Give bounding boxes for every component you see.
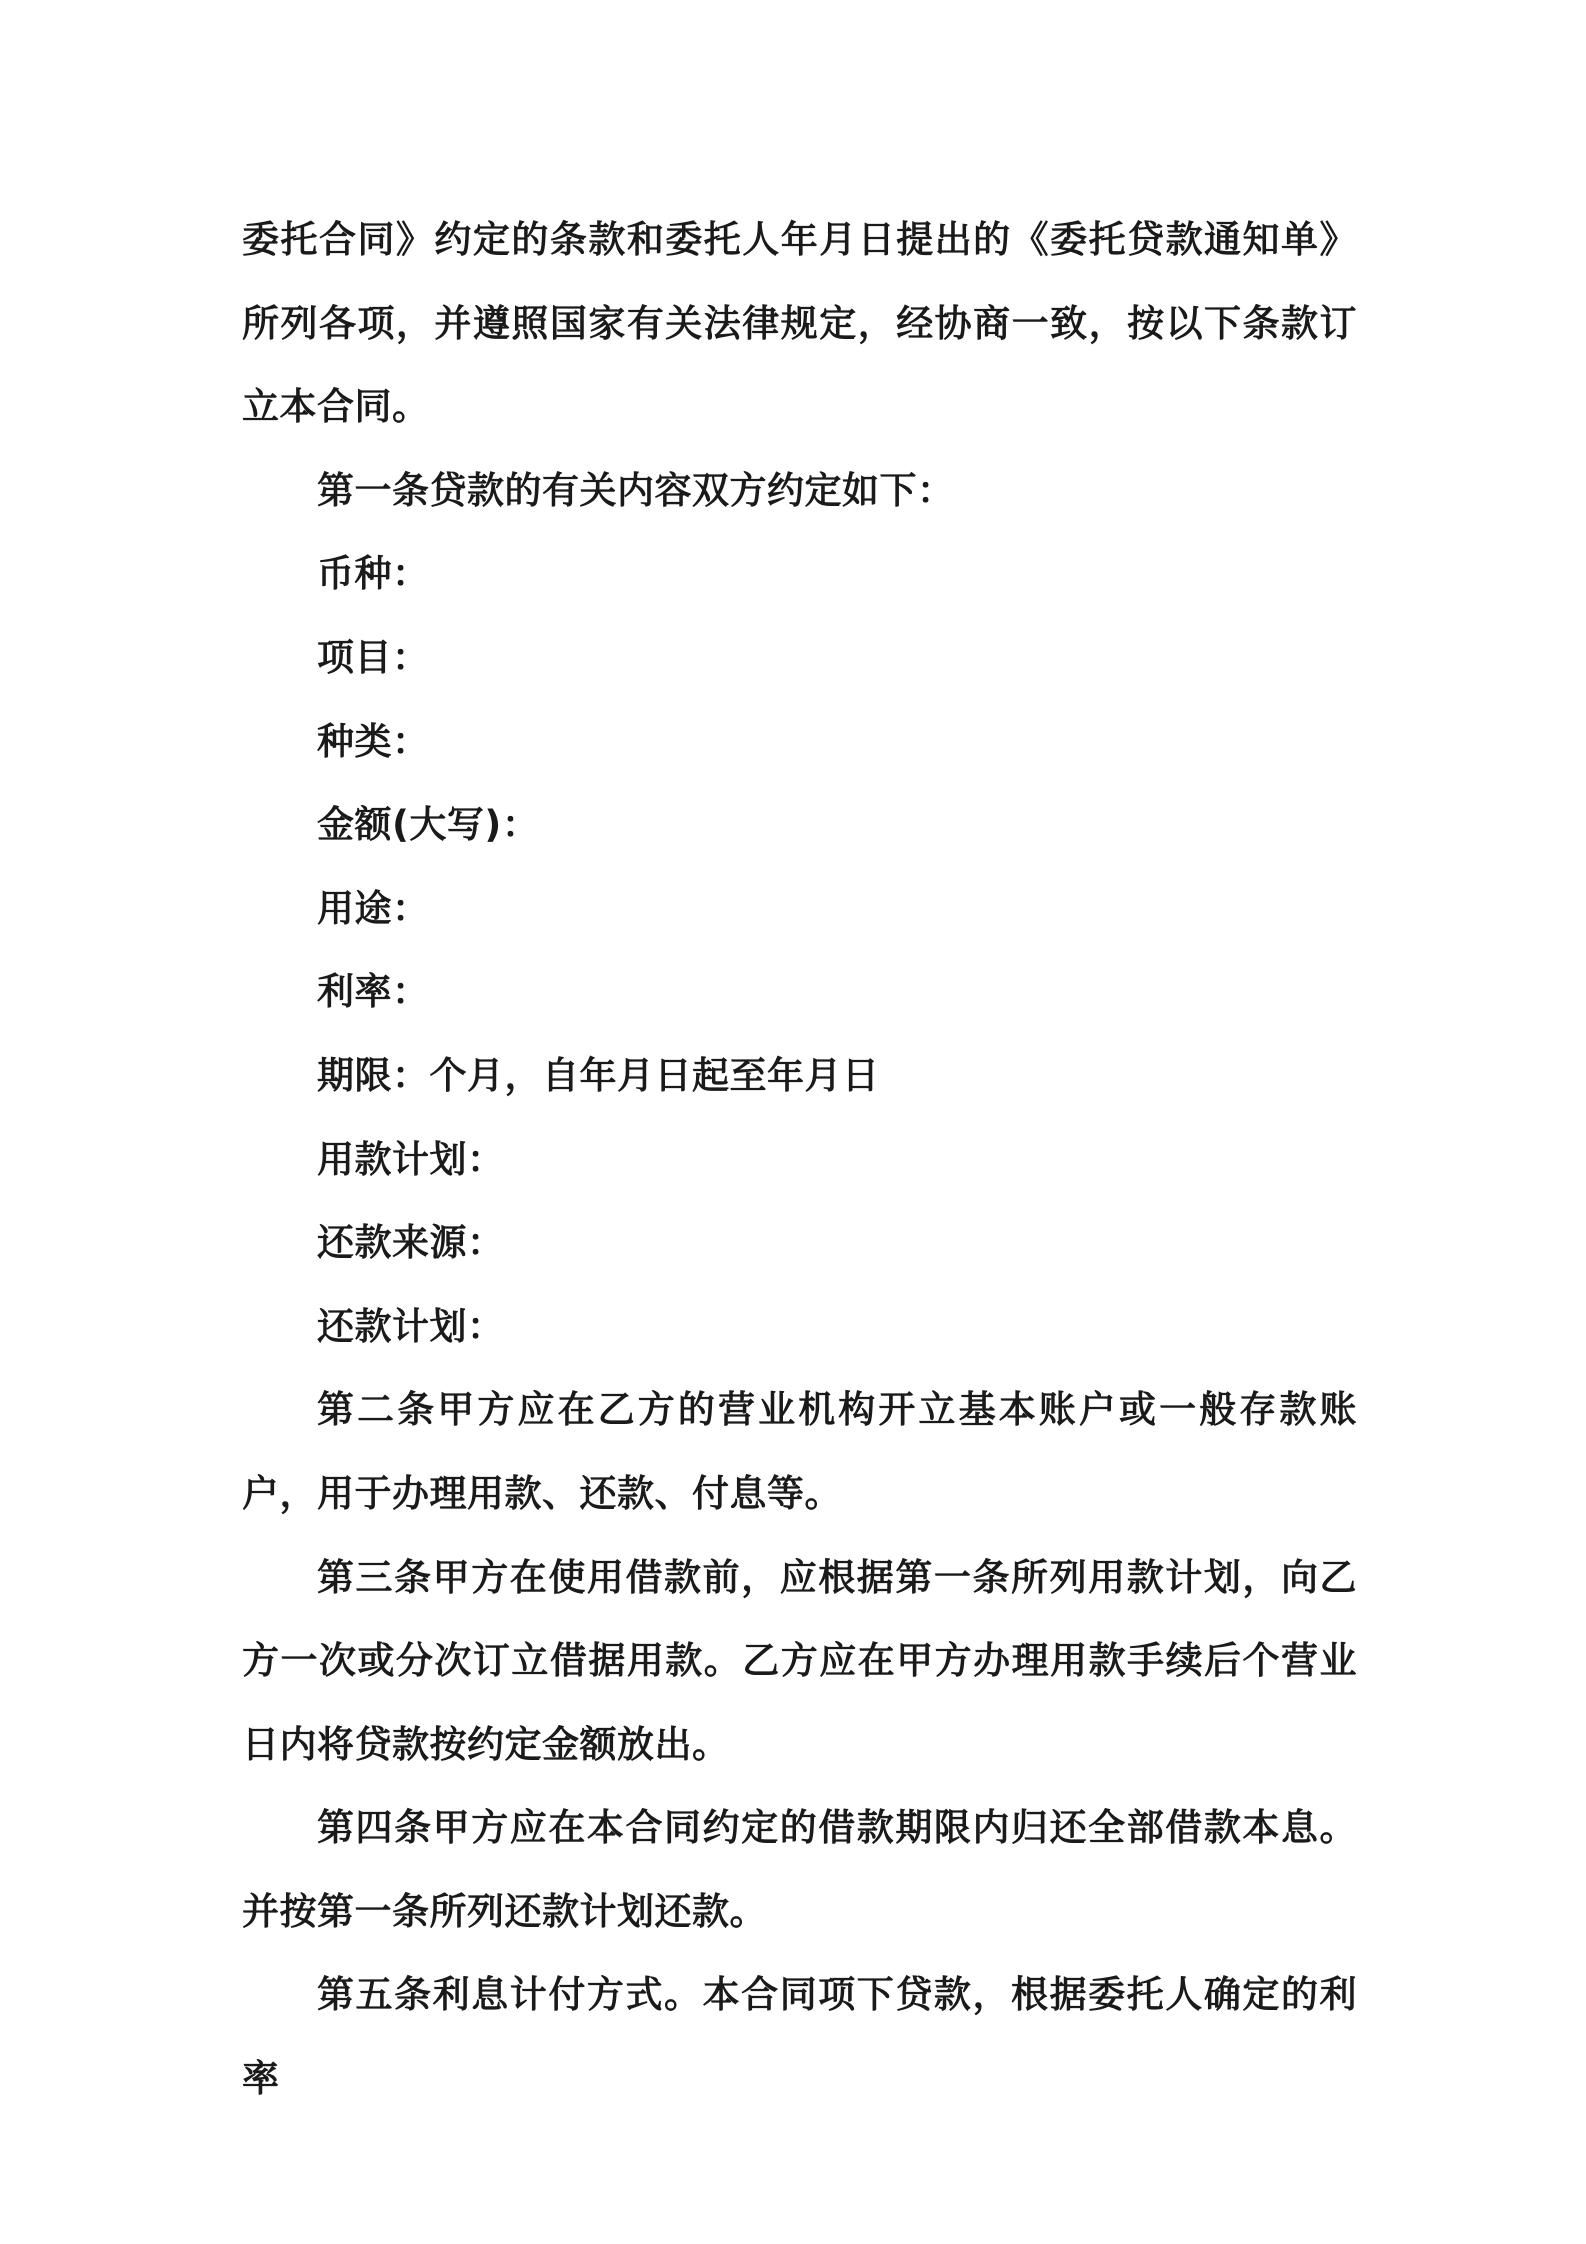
- article-4-paragraph: 第四条甲方应在本合同约定的借款期限内归还全部借款本息。并按第一条所列还款计划还款。: [242, 1806, 1357, 1933]
- article-1-heading: 第一条贷款的有关内容双方约定如下：: [317, 468, 955, 512]
- field-project: 项目：: [317, 635, 430, 679]
- field-type: 种类：: [317, 719, 430, 763]
- contract-body: [242, 198, 1357, 2121]
- field-term: 期限：个月，自年月日起至年月日: [317, 1053, 880, 1097]
- article-5-paragraph: 第五条利息计付方式。本合同项下贷款，根据委托人确定的利率: [242, 1973, 1357, 2101]
- field-repayment-plan: 还款计划：: [317, 1304, 505, 1348]
- article-2-paragraph: 第二条甲方应在乙方的营业机构开立基本账户或一般存款账户，用于办理用款、还款、付息等。: [242, 1388, 1357, 1515]
- field-repayment-source: 还款来源：: [317, 1221, 505, 1265]
- field-purpose: 用途：: [317, 886, 430, 930]
- field-usage-plan: 用款计划：: [317, 1137, 505, 1181]
- field-amount: 金额(大写)：: [317, 803, 540, 847]
- field-rate: 利率：: [317, 970, 430, 1014]
- intro-paragraph: 委托合同》约定的条款和委托人年月日提出的《委托贷款通知单》所列各项，并遵照国家有关法律规定，经协商一致，按以下条款订立本合同。: [242, 218, 1357, 429]
- field-currency: 币种：: [317, 552, 430, 596]
- article-3-paragraph: 第三条甲方在使用借款前，应根据第一条所列用款计划，向乙方一次或分次订立借据用款。乙方应在甲方办理用款手续后个营业日内将贷款按约定金额放出。: [242, 1555, 1357, 1766]
